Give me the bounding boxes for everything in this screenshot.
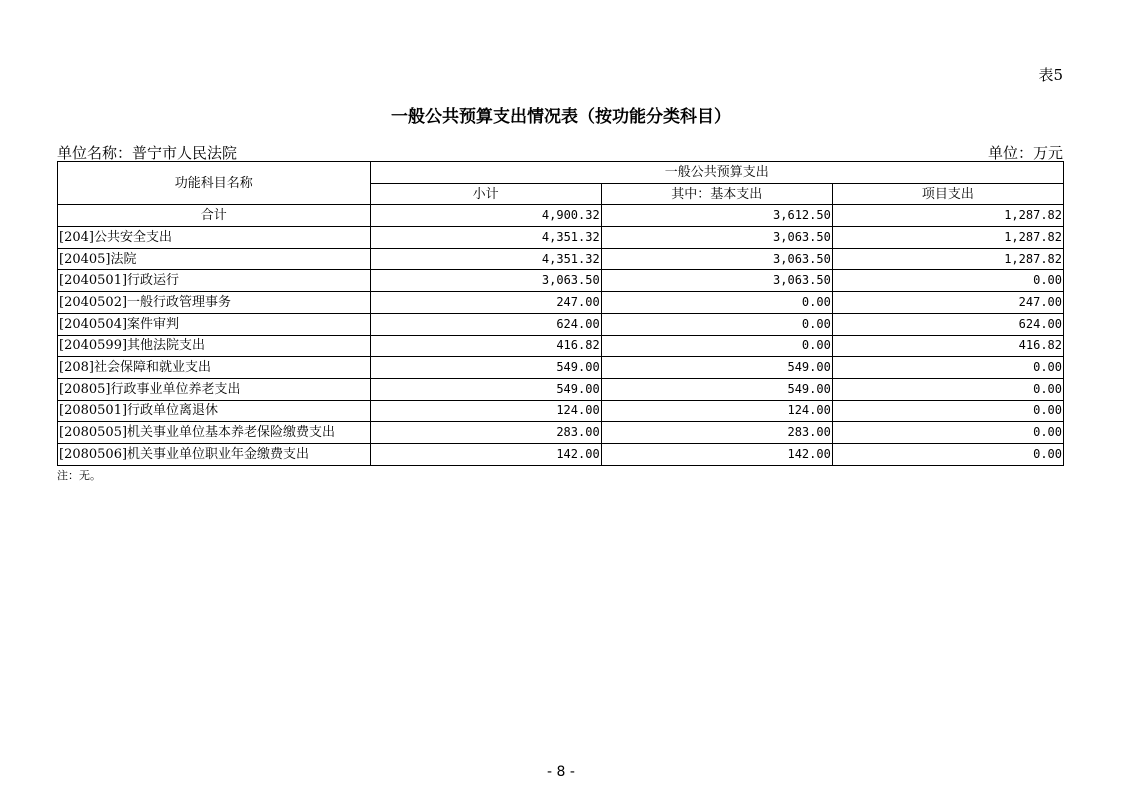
cell-total: 4,351.32: [370, 248, 601, 270]
currency-label: 单位：: [987, 144, 1033, 162]
cell-total: 142.00: [370, 443, 601, 465]
cell-basic: 142.00: [601, 443, 832, 465]
header-row-1: [58, 162, 1064, 184]
cell-project: 0.00: [832, 400, 1063, 422]
table-row: [58, 313, 1064, 335]
table-number: 表5: [1038, 66, 1063, 84]
column-header-total: 小计: [370, 183, 601, 205]
table-row: [58, 292, 1064, 314]
cell-project: 0.00: [832, 270, 1063, 292]
row-name: [2080505]机关事业单位基本养老保险缴费支出: [58, 422, 371, 444]
cell-total: 416.82: [370, 335, 601, 357]
unit-info-row: [57, 142, 1063, 163]
row-name: [2040599]其他法院支出: [58, 335, 371, 357]
row-name: [20405]法院: [58, 248, 371, 270]
row-name: [208]社会保障和就业支出: [58, 357, 371, 379]
group-header: 一般公共预算支出: [370, 162, 1063, 184]
row-name: [2080506]机关事业单位职业年金缴费支出: [58, 443, 371, 465]
cell-basic: 3,063.50: [601, 227, 832, 249]
table-row: [58, 378, 1064, 400]
table-header: [58, 162, 1064, 205]
cell-total: 247.00: [370, 292, 601, 314]
cell-project: 0.00: [832, 357, 1063, 379]
cell-basic: 3,612.50: [601, 205, 832, 227]
row-name: 合计: [58, 205, 371, 227]
cell-basic: 549.00: [601, 378, 832, 400]
cell-project: 1,287.82: [832, 248, 1063, 270]
page-number: - 8 -: [547, 764, 575, 780]
row-name: [204]公共安全支出: [58, 227, 371, 249]
cell-project: 416.82: [832, 335, 1063, 357]
cell-basic: 124.00: [601, 400, 832, 422]
table-row: [58, 248, 1064, 270]
cell-total: 3,063.50: [370, 270, 601, 292]
cell-basic: 0.00: [601, 335, 832, 357]
unit-name: [57, 142, 237, 163]
cell-project: 0.00: [832, 443, 1063, 465]
cell-total: 124.00: [370, 400, 601, 422]
table-row: [58, 270, 1064, 292]
cell-basic: 549.00: [601, 357, 832, 379]
table-row: [58, 227, 1064, 249]
row-name: [20805]行政事业单位养老支出: [58, 378, 371, 400]
row-name: [2040502]一般行政管理事务: [58, 292, 371, 314]
table-row: [58, 400, 1064, 422]
currency-unit: [988, 142, 1063, 163]
cell-total: 549.00: [370, 357, 601, 379]
cell-basic: 0.00: [601, 292, 832, 314]
table-row: [58, 335, 1064, 357]
cell-total: 4,900.32: [370, 205, 601, 227]
table-note: 注：无。: [57, 469, 101, 482]
table-row: [58, 443, 1064, 465]
cell-project: 0.00: [832, 378, 1063, 400]
cell-total: 283.00: [370, 422, 601, 444]
row-name: [2080501]行政单位离退休: [58, 400, 371, 422]
document-title: 一般公共预算支出情况表（按功能分类科目）: [391, 107, 731, 127]
cell-basic: 0.00: [601, 313, 832, 335]
cell-basic: 3,063.50: [601, 248, 832, 270]
currency-value: 万元: [1032, 144, 1063, 162]
row-name: [2040501]行政运行: [58, 270, 371, 292]
cell-project: 247.00: [832, 292, 1063, 314]
cell-project: 624.00: [832, 313, 1063, 335]
cell-total: 624.00: [370, 313, 601, 335]
cell-project: 1,287.82: [832, 205, 1063, 227]
cell-basic: 283.00: [601, 422, 832, 444]
cell-project: 1,287.82: [832, 227, 1063, 249]
row-name: [2040504]案件审判: [58, 313, 371, 335]
unit-name-value: 普宁市人民法院: [132, 144, 238, 162]
total-row: [58, 205, 1064, 227]
table-row: [58, 422, 1064, 444]
table-row: [58, 357, 1064, 379]
unit-name-label: 单位名称：: [57, 144, 133, 162]
column-header-basic: 其中：基本支出: [601, 183, 832, 205]
cell-basic: 3,063.50: [601, 270, 832, 292]
cell-total: 549.00: [370, 378, 601, 400]
column-header-project: 项目支出: [832, 183, 1063, 205]
cell-total: 4,351.32: [370, 227, 601, 249]
column-header-name: 功能科目名称: [58, 162, 371, 205]
table-body: [58, 205, 1064, 465]
budget-table: [57, 161, 1064, 466]
cell-project: 0.00: [832, 422, 1063, 444]
